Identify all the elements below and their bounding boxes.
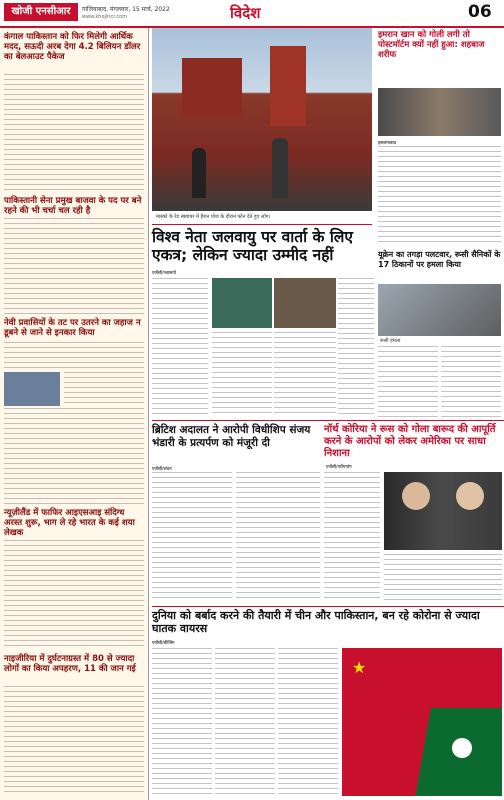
- britain-headline: ब्रिटिश अदालत ने आरोपी विधीशिप संजय भंडारी के प्रत्यर्पण को मंजूरी दी: [152, 424, 311, 449]
- photo-caption: मास्को के रेड स्क्वायर में हैरान पोज के दौरान फोन देते हुए लोग।: [156, 214, 271, 220]
- article-body: [441, 346, 501, 418]
- byline: इस्लामाबाद: [378, 141, 397, 146]
- article-body: [378, 146, 501, 246]
- imran-headline: इमरान खान को गोली लगी तो पोस्टमॉर्टम क्यों नहीं हुआ: शहबाज शरीफ: [378, 30, 485, 60]
- issue-date: गाजियाबाद, मंगलवार, 15 मार्च, 2022: [82, 6, 170, 13]
- summit-photo: [212, 278, 272, 328]
- section-title: विदेश: [230, 4, 261, 22]
- china-headline: दुनिया को बर्बाद करने की तैयारी में चीन और पाकिस्तान, बन रहे कोरोना से ज्यादा घातक वायरस: [152, 609, 480, 635]
- leaders-photo: [274, 278, 336, 328]
- face-shape: [402, 482, 430, 510]
- ukraine-headline: यूक्रेन का तगड़ा पलटवार, रूसी सैनिकों के 17 ठिकानों पर हमला किया: [378, 250, 501, 269]
- ship-photo: [4, 372, 60, 406]
- article-body: [338, 278, 374, 414]
- article-headline: न्यूज़ीलैंड में फाफिर आइएसआइ संदिग्ध अरस्त शुरू, भाग ले रहे भारत के कई शया लेखक: [4, 508, 135, 538]
- article-body: [4, 218, 144, 314]
- byline: एजेंसी/ग्लासगो: [152, 271, 176, 276]
- face-shape: [456, 482, 484, 510]
- article-body: [4, 408, 144, 506]
- article-body: [212, 332, 272, 414]
- leaders-photo: [384, 472, 502, 550]
- person-figure: [272, 138, 288, 198]
- article-body: [324, 472, 380, 602]
- byline: एजेंसी/प्योंगयांग: [326, 465, 352, 470]
- article-headline: नाइजीरिया में दुर्घटनाग्रस्त में 80 से ज्यादा लोगों का किया अपहरण, 11 की जान गई: [4, 654, 136, 674]
- byline: एजेंसी/बीजिंग: [152, 641, 175, 646]
- article-body: [274, 332, 336, 414]
- divider: [152, 420, 504, 421]
- red-square-photo: [152, 28, 372, 211]
- china-pakistan-flags-image: [342, 648, 502, 796]
- article-body: [152, 648, 212, 796]
- tower-shape: [270, 46, 306, 126]
- bombing-photo: [378, 284, 501, 336]
- article-body: [4, 686, 144, 796]
- star-icon: ★: [352, 658, 367, 677]
- korea-headline: नॉर्थ कोरिया ने रूस को गोला बारूद की आपूर्ति करने के आरोपों को लेकर अमेरिका पर साधा निशाना: [324, 424, 496, 459]
- article-body: [4, 342, 144, 370]
- crescent-icon: [452, 738, 472, 758]
- article-headline: कंगाल पाकिस्तान को फिर मिलेगी आर्थिक मदद, सऊदी अरब देगा 4.2 बिलियन डॉलर का बेलआउट पैकेज: [4, 32, 141, 62]
- article-body: [152, 472, 232, 602]
- article-body: [152, 278, 208, 414]
- page-number: 06: [468, 2, 492, 22]
- issue-website: www.khojincr.com: [82, 14, 128, 20]
- article-body: [278, 648, 338, 796]
- person-figure: [192, 148, 206, 198]
- article-body: [4, 74, 144, 192]
- article-body: [64, 372, 144, 406]
- photo-caption: रूसी हमला: [380, 338, 401, 344]
- divider: [152, 224, 372, 225]
- article-body: [378, 346, 438, 418]
- article-body: [384, 554, 502, 602]
- article-headline: पाकिस्तानी सेना प्रमुख बाजवा के पद पर बने रहने की भी चर्चा चल रही है: [4, 196, 142, 216]
- politicians-photo: [378, 88, 501, 136]
- building-shape: [182, 58, 242, 118]
- article-headline: नेवी प्रवासियों के तट पर उतरने का जहाज न डूबने से जाने से इनकार किया: [4, 318, 141, 338]
- newspaper-logo: खोजी एनसीआर: [4, 3, 78, 21]
- article-body: [215, 648, 275, 796]
- byline: एजेंसी/लंदन: [152, 467, 172, 472]
- article-body: [4, 540, 144, 648]
- divider: [152, 606, 504, 607]
- lead-headline: विश्व नेता जलवायु पर वार्ता के लिए एकत्र; लेकिन ज्यादा उम्मीद नहीं: [152, 228, 353, 264]
- article-body: [236, 472, 320, 602]
